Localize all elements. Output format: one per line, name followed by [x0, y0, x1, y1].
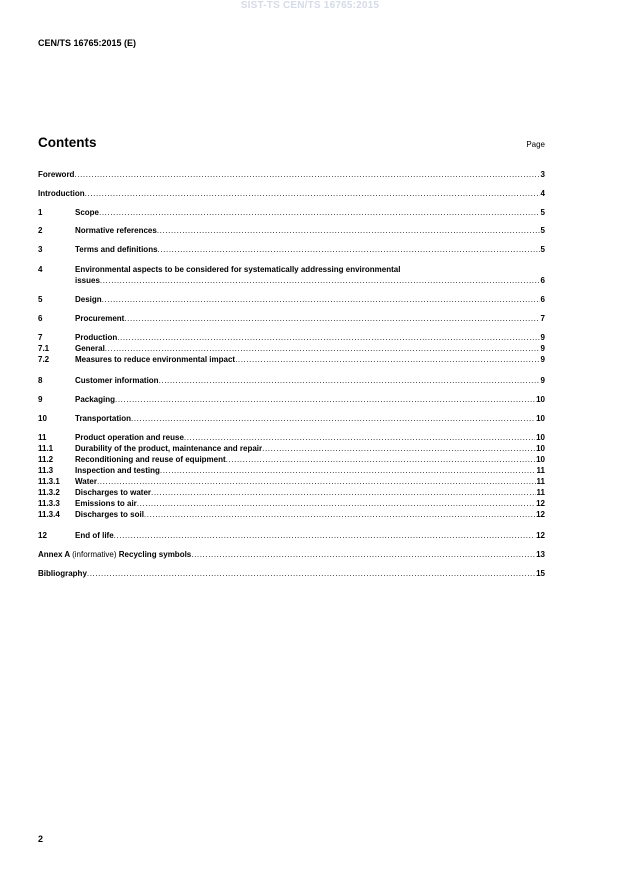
leader-dots [74, 169, 539, 180]
toc-entry-environmental-aspects[interactable] [38, 275, 545, 286]
toc-entry-title: Inspection and testing [75, 466, 160, 475]
leader-dots [159, 375, 540, 386]
toc-entry-customer-information[interactable] [38, 375, 545, 386]
leader-dots [184, 432, 535, 443]
toc-entry-number: 11.3.2 [38, 488, 60, 497]
toc-entry-environmental-aspects-line1[interactable] [38, 264, 545, 275]
toc-entry-title: Introduction [38, 189, 85, 198]
toc-entry-durability[interactable] [38, 443, 545, 454]
toc-entry-packaging[interactable] [38, 394, 545, 405]
leader-dots [102, 294, 540, 305]
toc-entry-page: 11 [536, 477, 545, 486]
toc-entry-title: Durability of the product, maintenance and repair [75, 444, 263, 453]
toc-entry-title: Reconditioning and reuse of equipment [75, 455, 226, 464]
annex-qualifier: (informative) [72, 550, 117, 559]
toc-entry-measures[interactable] [38, 354, 545, 365]
toc-entry-discharges-to-soil[interactable] [38, 509, 545, 520]
toc-entry-title: Transportation [75, 414, 132, 423]
toc-entry-title: Packaging [75, 395, 116, 404]
toc-entry-terms-and-definitions[interactable] [38, 244, 545, 255]
leader-dots [99, 207, 540, 218]
toc-entry-number: 12 [38, 531, 47, 540]
toc-entry-title: issues [75, 276, 100, 285]
leader-dots [144, 509, 535, 520]
toc-entry-page: 10 [536, 444, 545, 453]
page-number: 2 [38, 834, 44, 844]
leader-dots [151, 487, 536, 498]
toc-entry-page: 5 [540, 208, 545, 217]
toc-entry-number: 11.3 [38, 466, 54, 475]
toc-entry-page: 3 [540, 170, 545, 179]
toc-entry-inspection[interactable] [38, 465, 545, 476]
toc-entry-number: 11.2 [38, 455, 54, 464]
toc-entry-title: Product operation and reuse [75, 433, 184, 442]
toc-entry-number: 11 [38, 433, 47, 442]
toc-entry-title: Design [75, 295, 102, 304]
toc-entry-end-of-life[interactable] [38, 530, 545, 541]
contents-heading: Contents [38, 135, 97, 150]
toc-entry-production[interactable] [38, 332, 545, 343]
toc-entry-number: 11.3.4 [38, 510, 60, 519]
toc-entry-title: Foreword [38, 170, 75, 179]
toc-entry-page: 9 [540, 376, 545, 385]
toc-entry-number: 1 [38, 208, 43, 217]
toc-entry-page: 9 [540, 333, 545, 342]
toc-entry-page: 5 [540, 245, 545, 254]
toc-entry-number: 9 [38, 395, 43, 404]
toc-entry-page: 11 [536, 488, 545, 497]
toc-entry-general[interactable] [38, 343, 545, 354]
toc-entry-page: 4 [540, 189, 545, 198]
toc-entry-page: 13 [536, 550, 545, 559]
toc-entry-page: 10 [536, 395, 545, 404]
toc-entry-title: Bibliography [38, 569, 87, 578]
toc-entry-number: 6 [38, 314, 43, 323]
toc-entry-page: 10 [536, 414, 545, 423]
document-id: CEN/TS 16765:2015 (E) [38, 38, 137, 48]
toc-entry-page: 12 [536, 510, 545, 519]
leader-dots [131, 413, 535, 424]
toc-entry-page: 9 [540, 344, 545, 353]
toc-entry-title: Water [75, 477, 97, 486]
toc-entry-title: Measures to reduce environmental impact [75, 355, 236, 364]
toc-entry-page: 12 [536, 531, 545, 540]
toc-entry-foreword[interactable] [38, 169, 545, 180]
toc-entry-title: Discharges to water [75, 488, 152, 497]
page-column-label: Page [526, 140, 545, 149]
watermark: SIST-TS CEN/TS 16765:2015 [240, 0, 380, 11]
toc-entry-number: 2 [38, 226, 43, 235]
toc-entry-number: 7 [38, 333, 43, 342]
toc-entry-number: 4 [38, 265, 43, 274]
toc-entry-number: 11.3.3 [38, 499, 60, 508]
toc-entry-introduction[interactable] [38, 188, 545, 199]
toc-entry-number: 3 [38, 245, 43, 254]
toc-entry-scope[interactable] [38, 207, 545, 218]
toc-entry-number: 11.1 [38, 444, 54, 453]
toc-entry-title: Production [75, 333, 118, 342]
leader-dots [85, 188, 540, 199]
toc-entry-page: 11 [536, 466, 545, 475]
toc-entry-title: Terms and definitions [75, 245, 158, 254]
annex-label: Annex A [38, 550, 70, 559]
toc-entry-transportation[interactable] [38, 413, 545, 424]
toc-entry-page: 6 [540, 276, 545, 285]
toc-entry-procurement[interactable] [38, 313, 545, 324]
toc-entry-emissions-to-air[interactable] [38, 498, 545, 509]
leader-dots [226, 454, 535, 465]
toc-entry-title: Emissions to air [75, 499, 137, 508]
toc-entry-number: 11.3.1 [38, 477, 60, 486]
toc-entry-title-line1: Environmental aspects to be considered for systematically addressing environmental [75, 265, 401, 274]
toc-entry-bibliography[interactable] [38, 568, 545, 579]
toc-entry-design[interactable] [38, 294, 545, 305]
toc-entry-title-group [38, 549, 191, 560]
leader-dots [87, 568, 535, 579]
toc-entry-title: Scope [75, 208, 100, 217]
toc-entry-number: 7.1 [38, 344, 50, 353]
leader-dots [124, 313, 539, 324]
leader-dots [191, 549, 535, 560]
toc-entry-annex-a[interactable] [38, 549, 545, 560]
toc-entry-number: 10 [38, 414, 47, 423]
toc-entry-page: 15 [536, 569, 545, 578]
leader-dots [114, 530, 535, 541]
toc-entry-title: Customer information [75, 376, 159, 385]
leader-dots [97, 476, 536, 487]
toc-entry-page: 12 [536, 499, 545, 508]
toc-entry-page: 9 [540, 355, 545, 364]
toc-entry-title: Procurement [75, 314, 125, 323]
toc-entry-title: End of life [75, 531, 114, 540]
toc-entry-number: 8 [38, 376, 43, 385]
toc-entry-water[interactable] [38, 476, 545, 487]
leader-dots [262, 443, 535, 454]
toc-entry-title: General [75, 344, 105, 353]
toc-entry-page: 7 [540, 314, 545, 323]
toc-entry-title: Recycling symbols [118, 550, 192, 559]
leader-dots [115, 394, 535, 405]
leader-dots [100, 275, 540, 286]
toc-entry-title: Discharges to soil [75, 510, 144, 519]
leader-dots [137, 498, 535, 509]
toc-entry-number: 5 [38, 295, 43, 304]
toc-entry-discharges-to-water[interactable] [38, 487, 545, 498]
leader-dots [105, 343, 540, 354]
leader-dots [160, 465, 536, 476]
leader-dots [158, 244, 540, 255]
toc-entry-product-operation[interactable] [38, 432, 545, 443]
leader-dots [157, 225, 540, 236]
leader-dots [235, 354, 539, 365]
toc-entry-reconditioning[interactable] [38, 454, 545, 465]
toc-entry-title: Normative references [75, 226, 157, 235]
toc-entry-page: 10 [536, 455, 545, 464]
leader-dots [117, 332, 539, 343]
toc-entry-number: 7.2 [38, 355, 50, 364]
toc-entry-normative-references[interactable] [38, 225, 545, 236]
toc-entry-page: 5 [540, 226, 545, 235]
toc-entry-page: 10 [536, 433, 545, 442]
toc-entry-page: 6 [540, 295, 545, 304]
